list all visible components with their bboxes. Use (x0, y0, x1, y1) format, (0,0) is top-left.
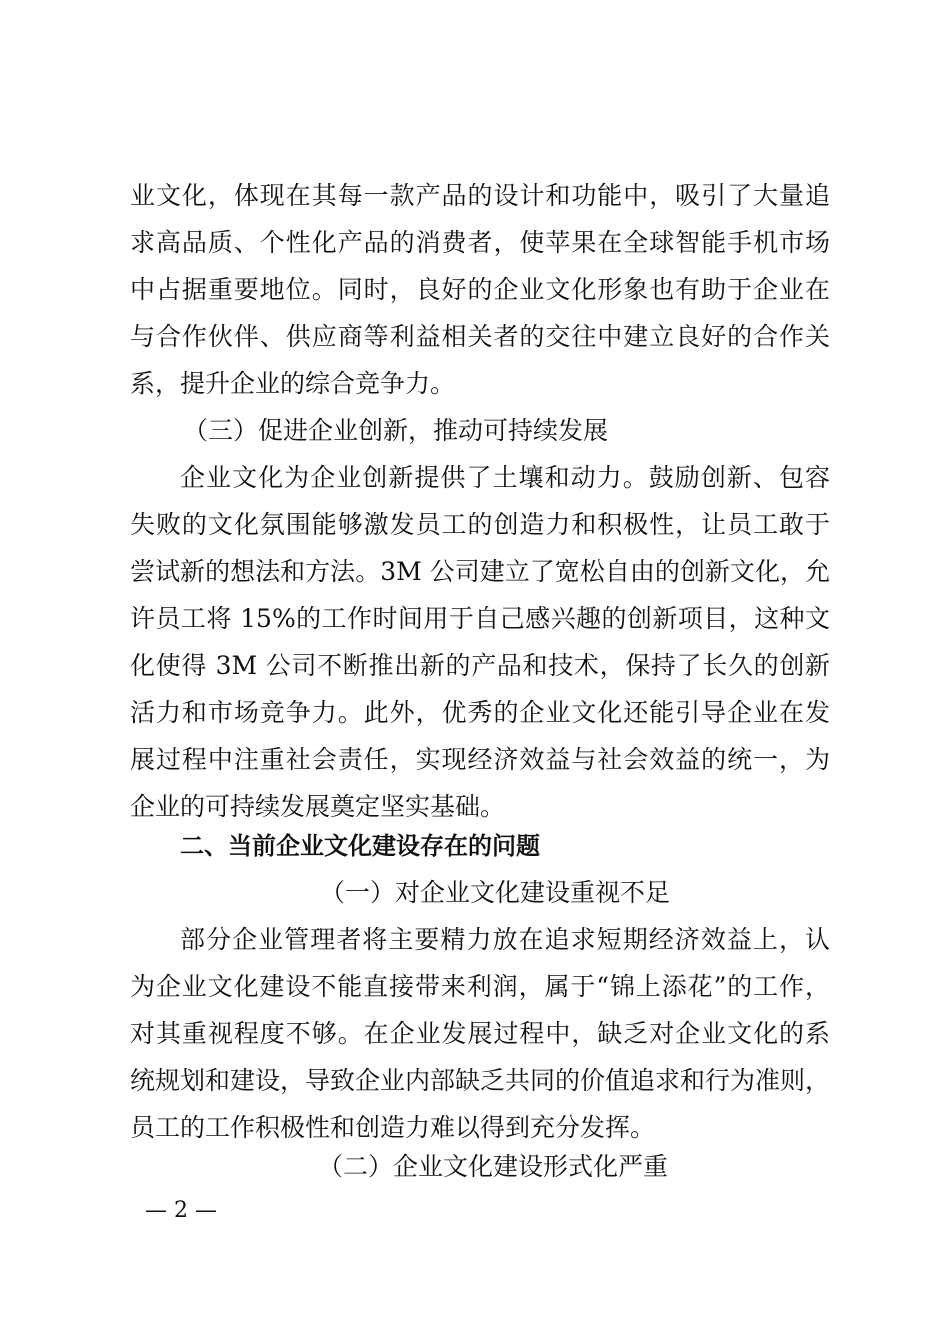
paragraph-line: 对其重视程度不够。在企业发展过程中，缺乏对企业文化的系 (130, 1019, 830, 1048)
paragraph-line: 与合作伙伴、供应商等利益相关者的交往中建立良好的合作关 (130, 322, 830, 351)
subsection-heading: （二）企业文化建设形式化严重 (318, 1152, 669, 1181)
paragraph-line: 企业文化为企业创新提供了土壤和动力。鼓励创新、包容 (180, 463, 830, 492)
subsection-heading: （一）对企业文化建设重视不足 (320, 878, 671, 907)
paragraph-line: 活力和市场竞争力。此外，优秀的企业文化还能引导企业在发 (130, 698, 830, 727)
paragraph-line: 许员工将 15%的工作时间用于自己感兴趣的创新项目，这种文 (130, 604, 830, 633)
paragraph-line: 中占据重要地位。同时，良好的企业文化形象也有助于企业在 (130, 275, 830, 304)
paragraph-line: 展过程中注重社会责任，实现经济效益与社会效益的统一，为 (130, 745, 830, 774)
paragraph-line: 失败的文化氛围能够激发员工的创造力和积极性，让员工敢于 (130, 510, 830, 539)
paragraph-line: 业文化，体现在其每一款产品的设计和功能中，吸引了大量追 (130, 181, 830, 210)
paragraph-line: 统规划和建设，导致企业内部缺乏共同的价值追求和行为准则， (130, 1066, 831, 1095)
paragraph-line: 为企业文化建设不能直接带来利润，属于“锦上添花”的工作， (130, 972, 830, 1001)
paragraph-line: 部分企业管理者将主要精力放在追求短期经济效益上，认 (180, 925, 830, 954)
paragraph-line: 员工的工作积极性和创造力难以得到充分发挥。 (130, 1113, 656, 1142)
section-heading: （三）促进企业创新，推动可持续发展 (183, 416, 609, 445)
paragraph-line: 化使得 3M 公司不断推出新的产品和技术，保持了长久的创新 (130, 651, 830, 680)
paragraph-line: 尝试新的想法和方法。3M 公司建立了宽松自由的创新文化，允 (130, 557, 830, 586)
paragraph-line: 企业的可持续发展奠定坚实基础。 (130, 792, 506, 821)
page-number: — 2 — (145, 1198, 217, 1223)
paragraph-line: 求高品质、个性化产品的消费者，使苹果在全球智能手机市场 (130, 228, 830, 257)
chapter-heading: 二、当前企业文化建设存在的问题 (180, 832, 540, 860)
paragraph-line: 系，提升企业的综合竞争力。 (130, 369, 456, 398)
